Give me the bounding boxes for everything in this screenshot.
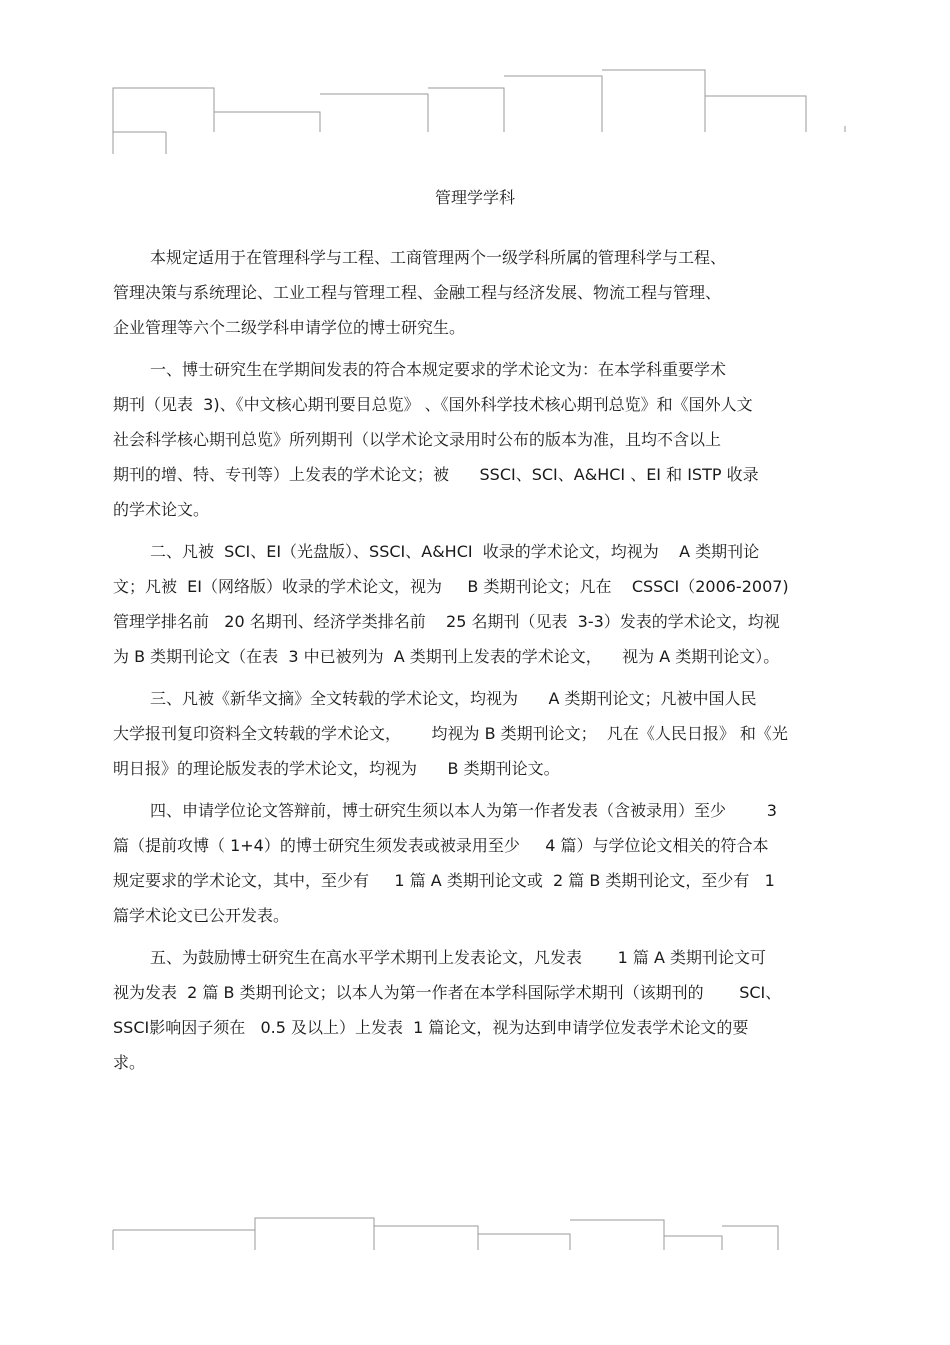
text-line: 大学报刊复印资料全文转载的学术论文， 均视为 B 类期刊论文； 凡在《人民日报》 和《光 bbox=[113, 724, 788, 743]
text-line: 为 B 类期刊论文（在表 3 中已被列为 A 类期刊上发表的学术论文， 视为 A 类期刊论文）。 bbox=[113, 647, 780, 666]
paragraph-article-4 bbox=[113, 793, 848, 933]
text-line: 一、博士研究生在学期间发表的符合本规定要求的学术论文为：在本学科重要学术 bbox=[150, 360, 727, 379]
text-line: 管理学排名前 20 名期刊、经济学类排名前 25 名期刊（见表 3-3）发表的学术论文，均视 bbox=[113, 612, 780, 631]
text-line: 的学术论文。 bbox=[113, 500, 210, 519]
text-line: 文；凡被 EI（网络版）收录的学术论文，视为 B 类期刊论文；凡在 CSSCI（2006-2007) bbox=[113, 577, 789, 596]
text-line: 期刊的增、特、专刊等）上发表的学术论文；被 SSCI、SCI、A&HCI 、EI 和 ISTP 收录 bbox=[113, 465, 759, 484]
paragraph-article-2 bbox=[113, 534, 848, 674]
paragraph-article-1 bbox=[113, 352, 848, 527]
text-line: 管理决策与系统理论、工业工程与管理工程、金融工程与经济发展、物流工程与管理、 bbox=[113, 283, 722, 302]
text-line: 社会科学核心期刊总览》所列期刊（以学术论文录用时公布的版本为准，且均不含以上 bbox=[113, 430, 722, 449]
document-body bbox=[113, 240, 848, 1087]
page-title: 管理学学科 bbox=[434, 188, 515, 207]
text-line: 规定要求的学术论文，其中，至少有 1 篇 A 类期刊论文或 2 篇 B 类期刊论文，至少有 1 bbox=[113, 871, 775, 890]
text-line: 二、凡被 SCI、EI（光盘版）、SSCI、A&HCI 收录的学术论文，均视为 A 类期刊论 bbox=[150, 542, 760, 561]
text-line: 期刊（见表 3)、《中文核心期刊要目总览》 、《国外科学技术核心期刊总览》和《国外人文 bbox=[113, 395, 753, 414]
text-line: 求。 bbox=[113, 1053, 146, 1072]
text-line: 五、为鼓励博士研究生在高水平学术期刊上发表论文，凡发表 1 篇 A 类期刊论文可 bbox=[150, 948, 766, 967]
paragraph-article-3 bbox=[113, 681, 848, 786]
text-line: 企业管理等六个二级学科申请学位的博士研究生。 bbox=[113, 318, 466, 337]
text-line: 明日报》的理论版发表的学术论文，均视为 B 类期刊论文。 bbox=[113, 759, 560, 778]
text-line: 四、申请学位论文答辩前，博士研究生须以本人为第一作者发表（含被录用）至少 3 bbox=[150, 801, 777, 820]
text-line: 篇（提前攻博（ 1+4）的博士研究生须发表或被录用至少 4 篇）与学位论文相关的符合本 bbox=[113, 836, 769, 855]
text-line: 篇学术论文已公开发表。 bbox=[113, 906, 290, 925]
text-line: 视为发表 2 篇 B 类期刊论文；以本人为第一作者在本学科国际学术期刊（该期刊的 SCI、 bbox=[113, 983, 782, 1002]
text-line: 三、凡被《新华文摘》全文转载的学术论文，均视为 A 类期刊论文；凡被中国人民 bbox=[150, 689, 757, 708]
paragraph-scope bbox=[113, 240, 848, 345]
paragraph-article-5 bbox=[113, 940, 848, 1080]
text-line: 本规定适用于在管理科学与工程、工商管理两个一级学科所属的管理科学与工程、 bbox=[150, 248, 727, 267]
text-line: SSCI影响因子须在 0.5 及以上）上发表 1 篇论文，视为达到申请学位发表学术论文的要 bbox=[113, 1018, 749, 1037]
